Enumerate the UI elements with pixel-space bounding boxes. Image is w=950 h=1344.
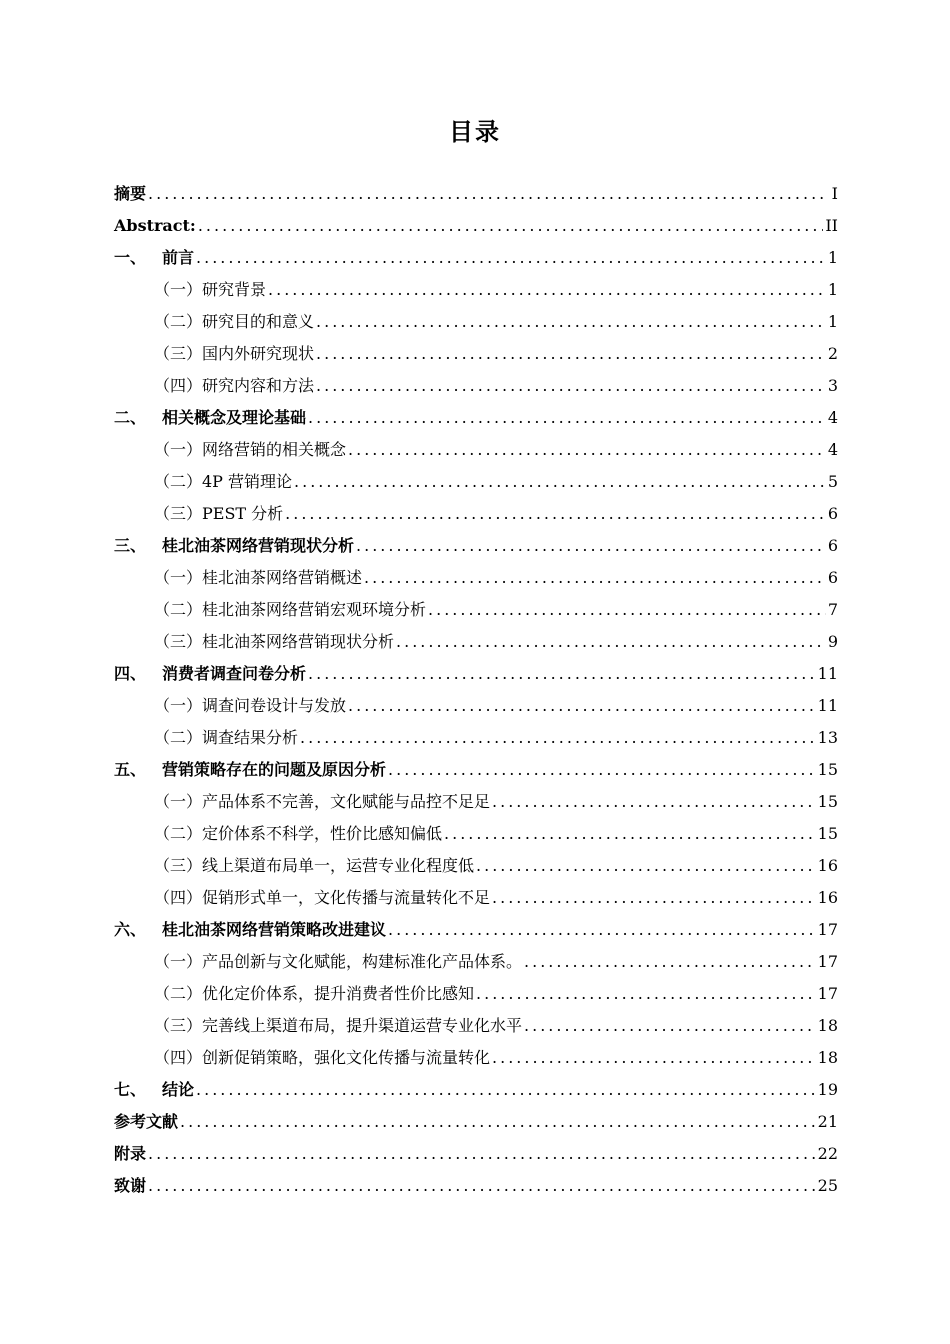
toc-entry-text: （三）PEST 分析 (154, 504, 284, 523)
toc-entry[interactable] (114, 498, 838, 530)
toc-entry[interactable] (114, 466, 838, 498)
toc-entry[interactable] (114, 658, 838, 690)
toc-leader-dots (308, 402, 826, 434)
toc-entry-text: 营销策略存在的问题及原因分析 (162, 760, 387, 779)
toc-entry[interactable] (114, 626, 838, 658)
toc-entry-text: 桂北油茶网络营销策略改进建议 (162, 920, 387, 939)
toc-leader-dots (148, 178, 826, 210)
toc-page-number: 25 (817, 1176, 838, 1195)
toc-leader-dots (198, 210, 824, 242)
toc-leader-dots (268, 274, 826, 306)
toc-leader-dots (196, 1074, 816, 1106)
toc-entry-number: 五、 (114, 760, 147, 779)
toc-entry[interactable] (114, 978, 838, 1010)
toc-page-number: 11 (817, 696, 838, 715)
toc-leader-dots (396, 626, 826, 658)
toc-entry-text: （三）线上渠道布局单一，运营专业化程度低 (154, 856, 475, 875)
toc-leader-dots (196, 242, 826, 274)
toc-page-number: 3 (827, 376, 838, 395)
toc-entry-text: 致谢 (114, 1176, 147, 1195)
toc-entry[interactable] (114, 434, 838, 466)
toc-leader-dots (356, 530, 826, 562)
toc-leader-dots (285, 498, 826, 530)
toc-leader-dots (148, 1170, 816, 1202)
toc-entry-text: （二）优化定价体系，提升消费者性价比感知 (154, 984, 475, 1003)
toc-leader-dots (428, 594, 826, 626)
toc-entry-text: 附录 (114, 1144, 147, 1163)
toc-leader-dots (148, 1138, 816, 1170)
toc-page-number: 5 (827, 472, 838, 491)
toc-page-number: 1 (827, 312, 838, 331)
toc-entry-text: （二）4P 营销理论 (154, 472, 293, 491)
toc-page-number: 6 (827, 568, 838, 587)
toc-entry-text: （二）桂北油茶网络营销宏观环境分析 (154, 600, 427, 619)
toc-leader-dots (316, 338, 826, 370)
toc-page-number: 18 (817, 1016, 838, 1035)
toc-entry-text: 消费者调查问卷分析 (162, 664, 307, 683)
toc-page-number: 2 (827, 344, 838, 363)
toc-entry[interactable] (114, 754, 838, 786)
toc-page-number: II (825, 216, 838, 235)
toc-leader-dots (180, 1106, 816, 1138)
toc-entry-text: 摘要 (114, 184, 147, 203)
toc-entry-text: Abstract: (114, 216, 196, 235)
toc-entry[interactable] (114, 914, 838, 946)
toc-page-number: 6 (827, 504, 838, 523)
toc-entry[interactable] (114, 594, 838, 626)
toc-entry-text: 桂北油茶网络营销现状分析 (162, 536, 355, 555)
toc-page-number: 18 (817, 1048, 838, 1067)
toc-leader-dots (316, 306, 826, 338)
toc-leader-dots (388, 754, 816, 786)
toc-page-number: I (831, 184, 838, 203)
toc-entry-text: （三）桂北油茶网络营销现状分析 (154, 632, 395, 651)
toc-entry[interactable] (114, 338, 838, 370)
toc-leader-dots (476, 978, 816, 1010)
toc-leader-dots (492, 1042, 816, 1074)
toc-entry-number: 四、 (114, 664, 147, 683)
toc-entry-text: （一）网络营销的相关概念 (154, 440, 347, 459)
toc-entry-text: （一）产品体系不完善，文化赋能与品控不足足 (154, 792, 491, 811)
toc-entry-number: 三、 (114, 536, 147, 555)
toc-leader-dots (348, 434, 826, 466)
toc-entry[interactable] (114, 1106, 838, 1138)
toc-entry-text: 相关概念及理论基础 (162, 408, 307, 427)
toc-leader-dots (492, 882, 816, 914)
toc-page-number: 21 (817, 1112, 838, 1131)
toc-entry[interactable] (114, 1138, 838, 1170)
toc-entry[interactable] (114, 178, 838, 210)
table-of-contents (114, 178, 838, 1202)
toc-entry[interactable] (114, 242, 838, 274)
toc-page-number: 22 (817, 1144, 838, 1163)
toc-page-number: 1 (827, 248, 838, 267)
toc-entry-text: （一）产品创新与文化赋能，构建标准化产品体系。 (154, 952, 523, 971)
toc-entry-text: （二）定价体系不科学，性价比感知偏低 (154, 824, 443, 843)
toc-page-number: 4 (827, 440, 838, 459)
toc-page-number: 11 (817, 664, 838, 683)
toc-page-number: 17 (817, 952, 838, 971)
toc-page-number: 19 (817, 1080, 838, 1099)
toc-leader-dots (492, 786, 816, 818)
toc-page-number: 16 (817, 856, 838, 875)
toc-title: 目录 (449, 118, 501, 146)
toc-entry-number: 二、 (114, 408, 147, 427)
toc-entry[interactable] (114, 850, 838, 882)
toc-entry-text: （一）调查问卷设计与发放 (154, 696, 347, 715)
toc-entry[interactable] (114, 530, 838, 562)
toc-leader-dots (524, 946, 816, 978)
toc-entry-text: （四）创新促销策略，强化文化传播与流量转化 (154, 1048, 491, 1067)
toc-entry[interactable] (114, 786, 838, 818)
toc-entry[interactable] (114, 722, 838, 754)
toc-leader-dots (300, 722, 816, 754)
toc-page-number: 15 (817, 760, 838, 779)
toc-leader-dots (308, 658, 816, 690)
toc-entry-text: 结论 (162, 1080, 195, 1099)
toc-entry-text: （二）研究目的和意义 (154, 312, 315, 331)
toc-leader-dots (348, 690, 816, 722)
toc-leader-dots (444, 818, 816, 850)
toc-entry[interactable] (114, 946, 838, 978)
toc-page-number: 1 (827, 280, 838, 299)
toc-entry[interactable] (114, 274, 838, 306)
toc-entry[interactable] (114, 690, 838, 722)
toc-leader-dots (388, 914, 816, 946)
toc-entry[interactable] (114, 306, 838, 338)
toc-entry-text: （二）调查结果分析 (154, 728, 299, 747)
toc-leader-dots (524, 1010, 816, 1042)
toc-page-number: 15 (817, 824, 838, 843)
toc-page-number: 6 (827, 536, 838, 555)
toc-page-number: 7 (827, 600, 838, 619)
toc-entry-number: 六、 (114, 920, 147, 939)
toc-entry[interactable] (114, 882, 838, 914)
toc-entry-text: （四）研究内容和方法 (154, 376, 315, 395)
toc-entry-number: 一、 (114, 248, 147, 267)
toc-page-number: 17 (817, 984, 838, 1003)
toc-leader-dots (294, 466, 826, 498)
toc-page-number: 13 (817, 728, 838, 747)
toc-leader-dots (316, 370, 826, 402)
toc-page-number: 16 (817, 888, 838, 907)
toc-entry-text: （四）促销形式单一，文化传播与流量转化不足 (154, 888, 491, 907)
toc-entry-text: （三）国内外研究现状 (154, 344, 315, 363)
toc-leader-dots (364, 562, 826, 594)
toc-entry-text: 参考文献 (114, 1112, 179, 1131)
toc-entry-text: （一）桂北油茶网络营销概述 (154, 568, 363, 587)
toc-entry[interactable] (114, 1170, 838, 1202)
toc-entry[interactable] (114, 370, 838, 402)
toc-page-number: 17 (817, 920, 838, 939)
toc-leader-dots (476, 850, 816, 882)
toc-entry-text: （三）完善线上渠道布局，提升渠道运营专业化水平 (154, 1016, 523, 1035)
toc-entry[interactable] (114, 562, 838, 594)
toc-entry-text: （一）研究背景 (154, 280, 267, 299)
toc-entry[interactable] (114, 210, 838, 242)
toc-entry[interactable] (114, 1042, 838, 1074)
toc-page-number: 9 (827, 632, 838, 651)
toc-entry[interactable] (114, 1010, 838, 1042)
toc-entry-number: 七、 (114, 1080, 147, 1099)
toc-entry[interactable] (114, 1074, 838, 1106)
toc-entry[interactable] (114, 402, 838, 434)
toc-page-number: 4 (827, 408, 838, 427)
toc-entry-text: 前言 (162, 248, 195, 267)
toc-page-number: 15 (817, 792, 838, 811)
toc-entry[interactable] (114, 818, 838, 850)
